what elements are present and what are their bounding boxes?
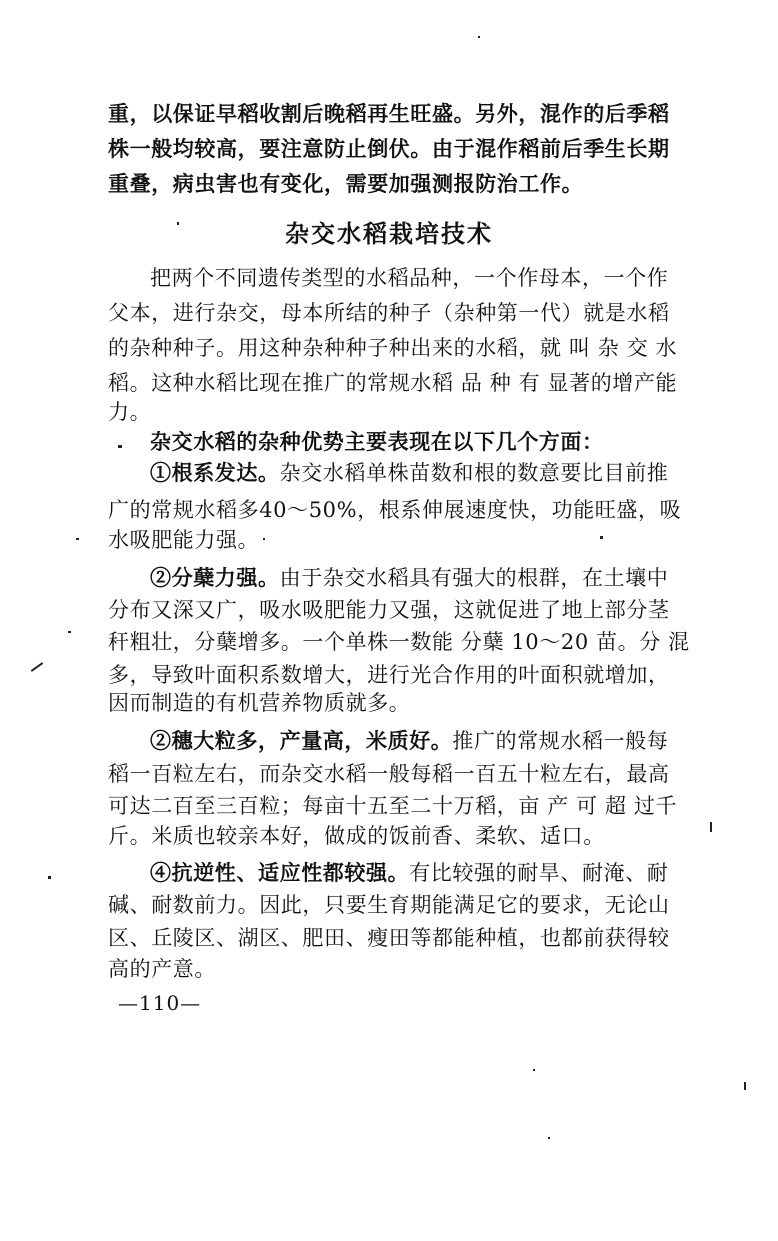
intro-line-5: 力。	[108, 400, 152, 424]
intro-line-4: 稻。这种水稻比现在推广的常规水稻 品 种 有 显著的增产能	[108, 371, 678, 395]
section-title: 杂交水稻栽培技术	[285, 219, 493, 248]
point-3-text: 推广的常规水稻一般每	[452, 729, 669, 753]
scan-speck	[533, 1069, 535, 1071]
point-3-line-4: 斤。米质也较亲本好，做成的饭前香、柔软、适口。	[108, 824, 605, 848]
scan-speck	[48, 876, 51, 879]
point-4-line-4: 高的产意。	[108, 957, 216, 981]
scan-speck	[263, 538, 265, 540]
point-3-line-1	[150, 725, 668, 757]
intro-line-2: 父本，进行杂交，母本所结的种子（杂种第一代）就是水稻	[108, 301, 670, 325]
point-2-line-4: 多，导致叶面积系数增大，进行光合作用的叶面积就增加，	[108, 663, 670, 687]
point-2-line-2: 分布又深又广，吸水吸肥能力又强，这就促进了地上部分茎	[108, 598, 670, 622]
point-2-line-5: 因而制造的有机营养物质就多。	[108, 691, 411, 715]
scan-speck	[744, 1082, 746, 1090]
scan-speck	[478, 36, 480, 38]
point-2-text: 由于杂交水稻具有强大的根群，在土壤中	[279, 566, 669, 590]
page-number: —110—	[118, 991, 202, 1015]
scan-speck	[68, 631, 71, 633]
point-1-line-3: 水吸肥能力强。	[108, 528, 260, 552]
scan-speck	[548, 1137, 550, 1139]
carryover-line-2: 株一般均较高，要注意防止倒伏。由于混作稻前后季生长期	[108, 136, 670, 161]
point-1-text: 杂交水稻单株苗数和根的数意要比目前推	[279, 461, 669, 485]
point-3-line-2: 稻一百粒左右，而杂交水稻一般每稻一百五十粒左右，最高	[108, 762, 670, 786]
carryover-line-3: 重叠，病虫害也有变化，需要加强测报防治工作。	[108, 171, 584, 196]
point-2-heading: ②分蘖力强。	[150, 565, 280, 590]
point-4-text: 有比较强的耐旱、耐淹、耐	[409, 861, 669, 885]
point-2-line-1	[150, 562, 668, 594]
point-1-heading: ①根系发达。	[150, 460, 280, 485]
point-4-line-3: 区、丘陵区、湖区、肥田、瘦田等都能种植，也都前获得较	[108, 926, 670, 950]
scan-speck	[31, 662, 44, 672]
point-3-heading: ②穗大粒多，产量高，米质好。	[150, 728, 453, 753]
intro-line-1: 把两个不同遗传类型的水稻品种，一个作母本，一个作	[150, 266, 669, 290]
point-4-heading: ④抗逆性、适应性都较强。	[150, 860, 410, 885]
point-1-line-2: 广的常规水稻多40～50%，根系伸展速度快，功能旺盛，吸	[108, 498, 682, 522]
scan-speck	[177, 222, 179, 225]
point-3-line-3: 可达二百至三百粒；每亩十五至二十万稻，亩 产 可 超 过千	[108, 794, 678, 818]
scan-speck	[118, 445, 122, 448]
scan-speck	[76, 538, 79, 540]
point-4-line-1	[150, 857, 668, 889]
scan-speck	[600, 536, 603, 539]
carryover-line-1: 重，以保证早稻收割后晚稻再生旺盛。另外，混作的后季稻	[108, 101, 670, 126]
point-1-line-1	[150, 457, 668, 489]
point-4-line-2: 碱、耐数前力。因此，只要生育期能满足它的要求，无论山	[108, 893, 670, 917]
lead-sentence: 杂交水稻的杂种优势主要表现在以下几个方面：	[150, 429, 604, 454]
point-2-line-3: 秆粗壮，分蘖增多。一个单株一数能 分蘖 10～20 苗。分 混	[108, 630, 690, 654]
intro-line-3: 的杂种种子。用这种杂种种子种出来的水稻，就 叫 杂 交 水	[108, 336, 678, 360]
scan-speck	[710, 822, 712, 832]
